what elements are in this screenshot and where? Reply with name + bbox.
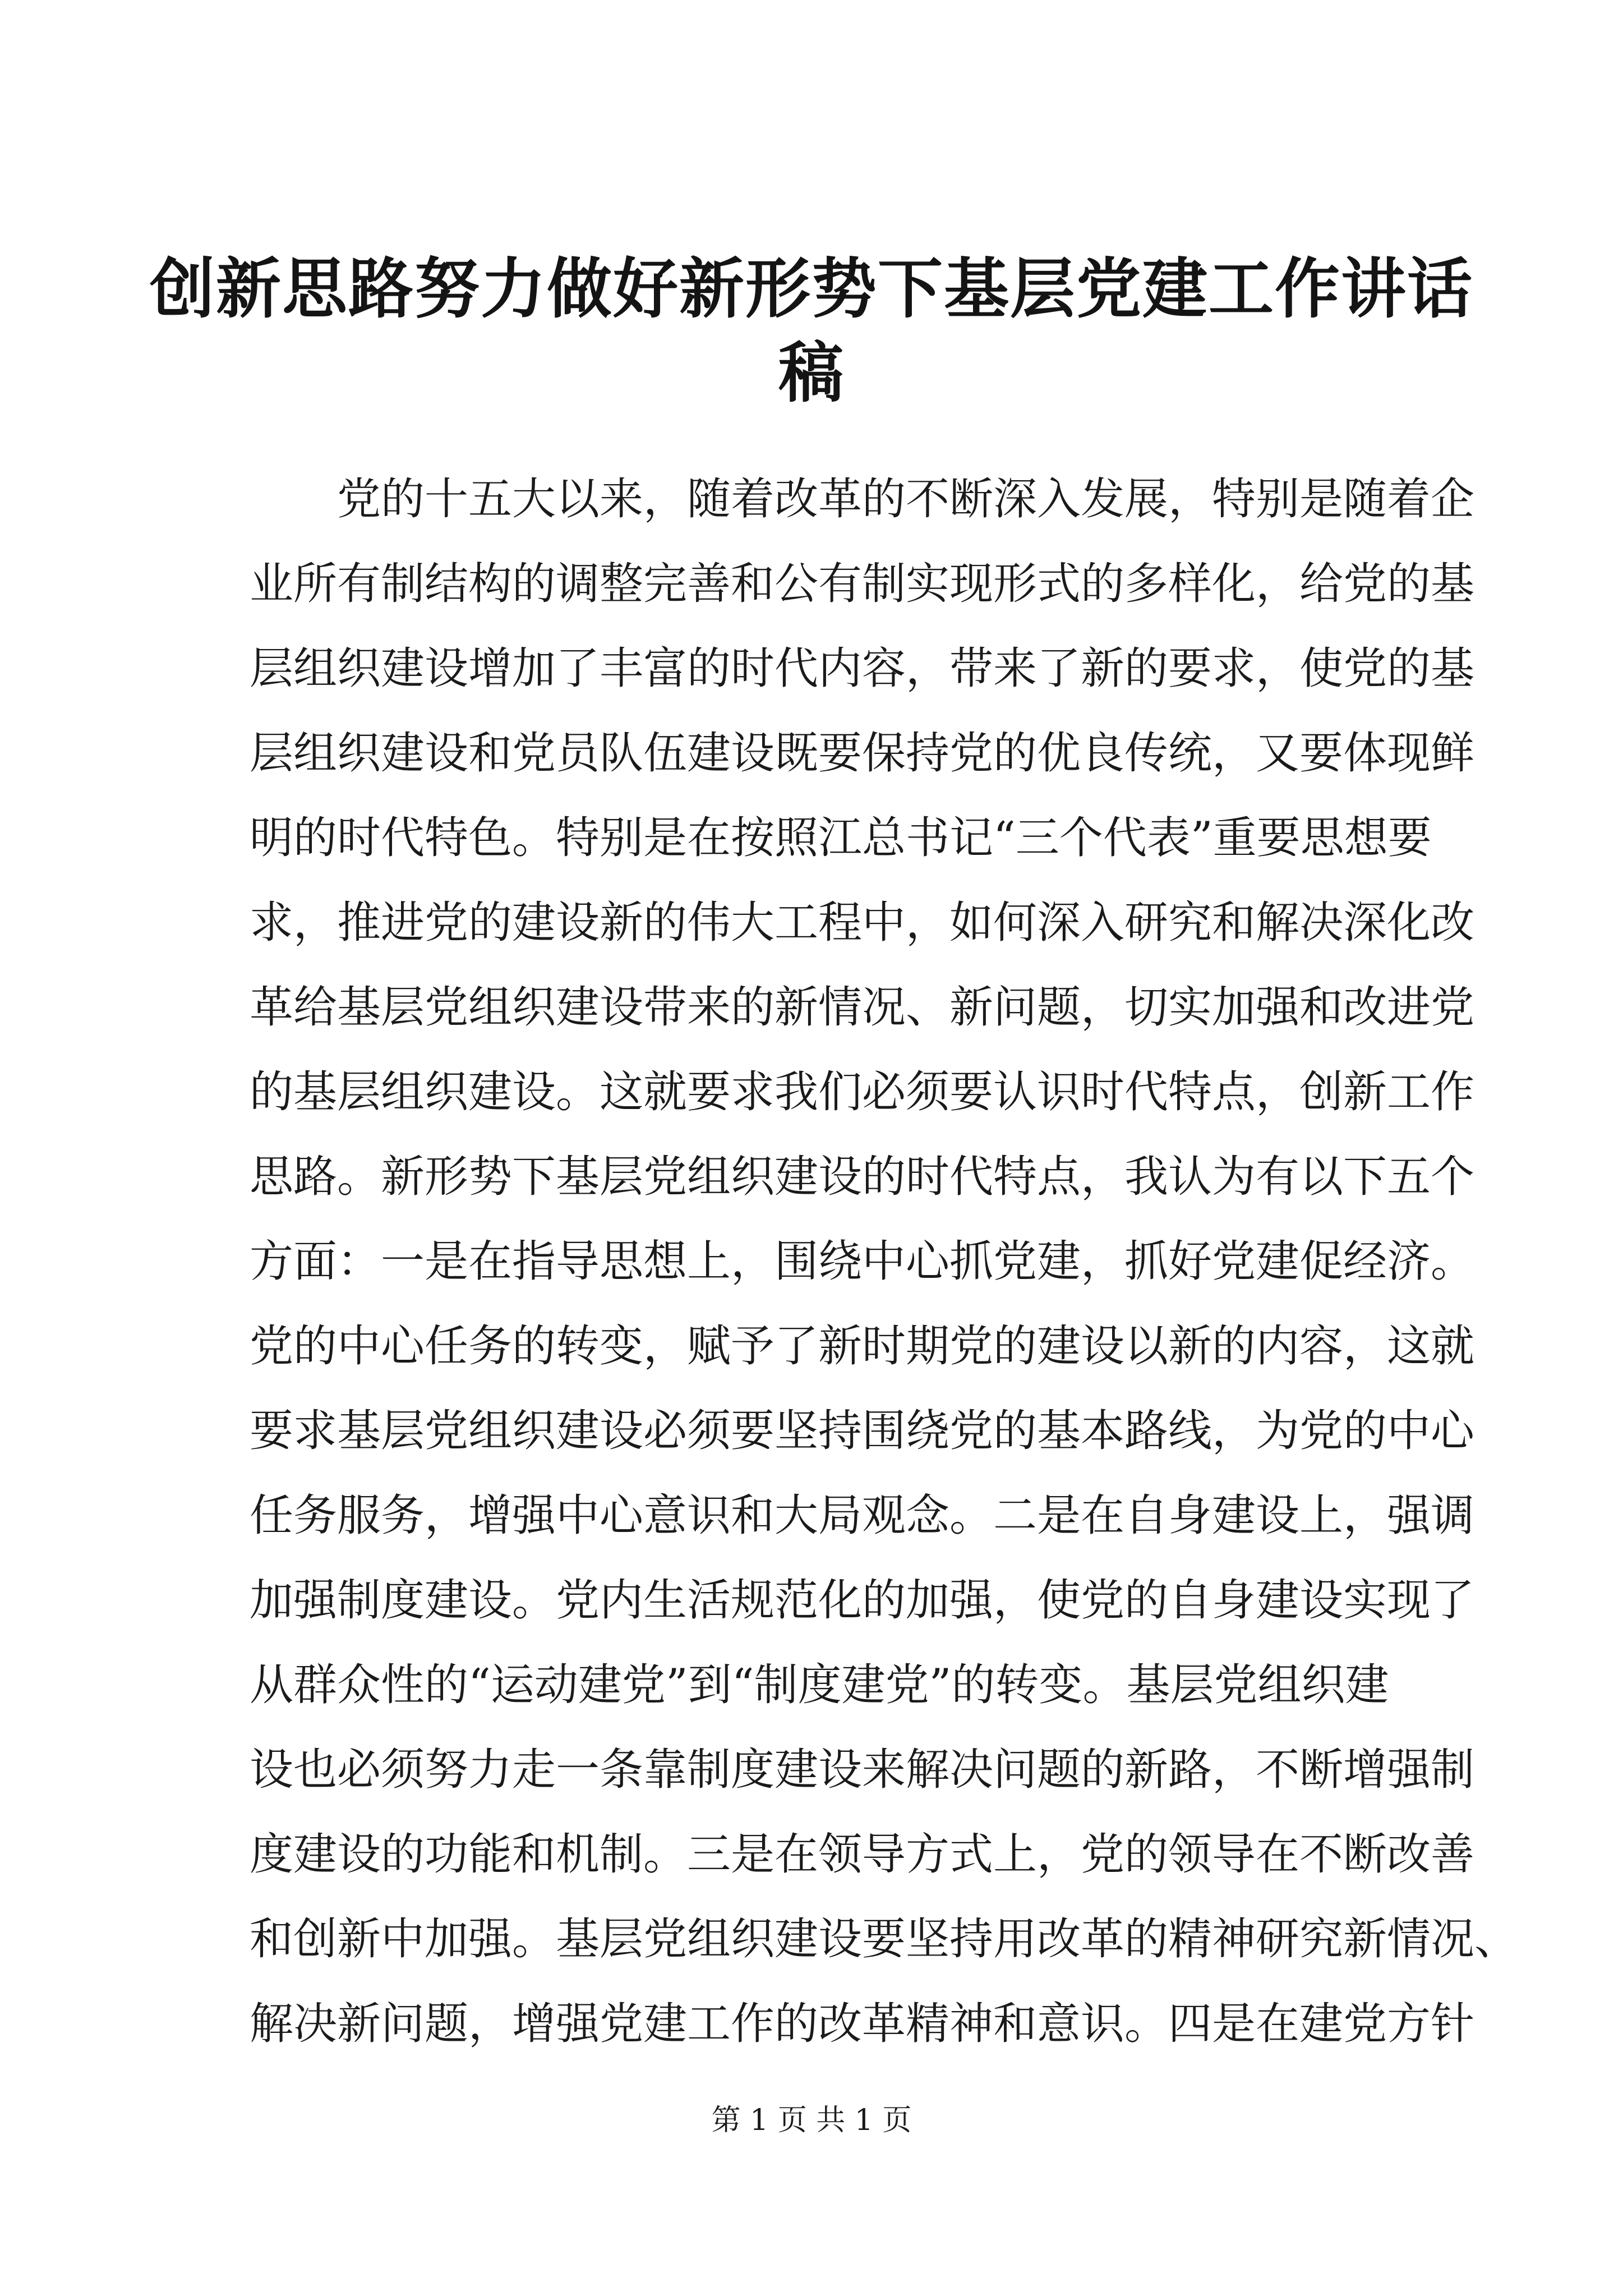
- paragraph-line: 业所有制结构的调整完善和公有制实现形式的多样化，给党的基: [250, 559, 1475, 609]
- paragraph-line: 和创新中加强。基层党组织建设要坚持用改革的精神研究新情况、: [250, 1914, 1519, 1964]
- document-body: [250, 457, 1519, 2067]
- page-number-footer: 第 1 页 共 1 页: [711, 2104, 912, 2137]
- paragraph-line: 加强制度建设。党内生活规范化的加强，使党的自身建设实现了: [250, 1575, 1475, 1626]
- paragraph-line: 党的十五大以来，随着改革的不断深入发展，特别是随着企: [337, 474, 1475, 524]
- paragraph-line: 方面：一是在指导思想上，围绕中心抓党建，抓好党建促经济。: [250, 1236, 1475, 1287]
- paragraph-line: 设也必须努力走一条靠制度建设来解决问题的新路，不断增强制: [250, 1745, 1475, 1795]
- paragraph-line: 思路。新形势下基层党组织建设的时代特点，我认为有以下五个: [250, 1152, 1475, 1202]
- paragraph-line: 从群众性的“运动建党”到“制度建党”的转变。基层党组织建: [250, 1660, 1389, 1710]
- paragraph-line: 层组织建设增加了丰富的时代内容，带来了新的要求，使党的基: [250, 643, 1475, 694]
- paragraph-line: 党的中心任务的转变，赋予了新时期党的建设以新的内容，这就: [250, 1321, 1475, 1372]
- title-line: 创新思路努力做好新形势下基层党建工作讲话: [150, 251, 1473, 327]
- paragraph-line: 求，推进党的建设新的伟大工程中，如何深入研究和解决深化改: [250, 898, 1475, 948]
- document-title: [0, 247, 1623, 415]
- paragraph-line: 的基层组织建设。这就要求我们必须要认识时代特点，创新工作: [250, 1067, 1475, 1117]
- paragraph-line: 要求基层党组织建设必须要坚持围绕党的基本路线，为党的中心: [250, 1406, 1475, 1456]
- title-line: 稿: [778, 335, 845, 411]
- paragraph-line: 层组织建设和党员队伍建设既要保持党的优良传统，又要体现鲜: [250, 728, 1475, 779]
- paragraph-line: 度建设的功能和机制。三是在领导方式上，党的领导在不断改善: [250, 1829, 1475, 1880]
- paragraph-line: 革给基层党组织建设带来的新情况、新问题，切实加强和改进党: [250, 982, 1475, 1033]
- paragraph-line: 解决新问题，增强党建工作的改革精神和意识。四是在建党方针: [250, 1999, 1475, 2049]
- paragraph-line: 任务服务，增强中心意识和大局观念。二是在自身建设上，强调: [250, 1490, 1475, 1541]
- paragraph-line: 明的时代特色。特别是在按照江总书记“三个代表”重要思想要: [250, 813, 1432, 863]
